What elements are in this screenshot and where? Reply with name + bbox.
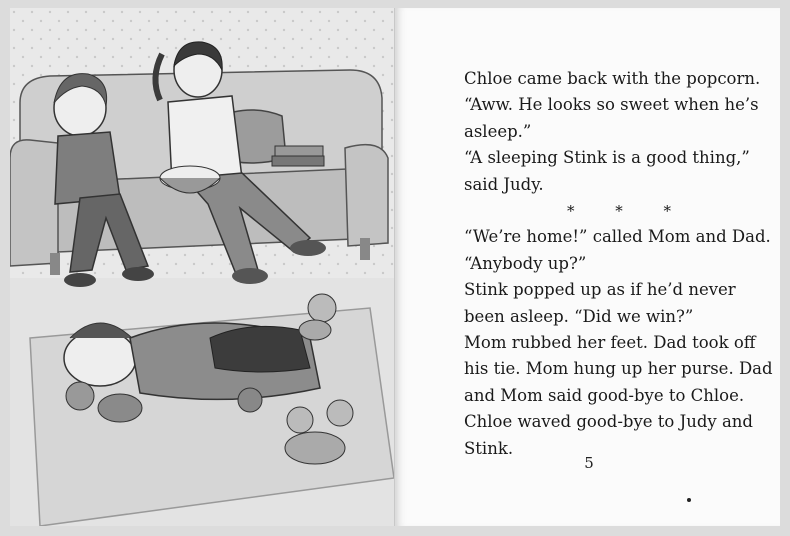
ink-dot (687, 498, 691, 502)
paragraph-2: “A sleeping Stink is a good thing,” said Judy. (464, 148, 750, 194)
story-text (464, 66, 774, 462)
left-page-illustration (10, 8, 395, 526)
paragraph-4: Stink popped up as if he’d never been asleep. “Did we win?” (464, 280, 736, 326)
paragraph-3: “We’re home!” called Mom and Dad. “Anybody up?” (464, 227, 771, 273)
right-page-text (396, 8, 780, 526)
paragraph-1: Chloe came back with the popcorn. “Aww. He looks so sweet when he’s asleep.” (464, 69, 761, 141)
page-number: 5 (584, 454, 594, 472)
section-break: * * * (566, 202, 690, 221)
paragraph-5: Mom rubbed her feet. Dad took off his tie. Mom hung up her purse. Dad and Mom said good-bye to Chloe. Chloe waved good-bye to Judy and Stink. (464, 333, 773, 458)
illustration-couch-scene-icon (10, 8, 394, 526)
